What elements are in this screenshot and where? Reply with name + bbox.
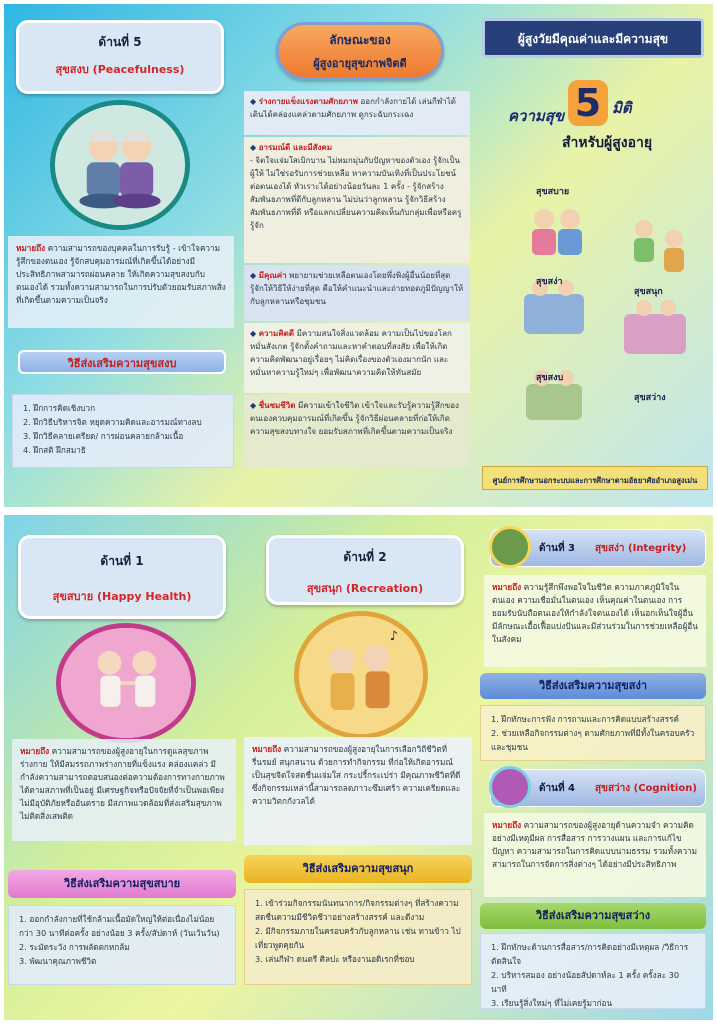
seniors-group-image-1 [532, 209, 582, 255]
characteristic-item: ◆ อารมณ์ดี และมีสังคม - จิตใจแจ่มใสเบิกบาน ไม่หมกมุ่นกับปัญหาของตัวเอง รู้จักเป็นผู้ให้ ไม่ใช่รอรับการช่วยเหลือ หาความบันเทิงที่เป็นประโยชน์ต่อตนเองได้ หัวเราะได้อย่างน้อยวันละ 1 ครั้ง - รู้จักสร้างสัมพันธภาพที่ดีกับลูกหลาน ไม่บ่นว่าลูกหลาน รู้จักวิธีสร้างสัมพันธภาพที่ดี หรือแลกเปลี่ยนความคิดเห็นกับกลุ่มเพื่อหรือครูรู้จัก [244, 137, 470, 263]
aspect4-meaning-text: ความสามารถของผู้สูงอายุด้านความจำ ความคิดอย่างมีเหตุมีผล การสื่อสาร การวางแผน และการแก้ไขปัญหา ความสามารถในการคิดแบบนามธรรม รวมทั้งความสามารถในการจัดการสิ่งต่างๆ ได้อย่างมีประสิทธิภาพ [492, 820, 698, 869]
aspect2-meaning-text: ความสามารถของผู้สูงอายุในการเลือกวิถีชีวิตที่รื่นรมย์ สนุกสนาน ด้วยการทำกิจกรรม ที่ก่อให้เกิดอารมณ์เป็นสุขจิตใจสดชื่นแจ่มใส กระปรี้กระเปร่า มีคุณภาพชีวิตที่ดี ซึ่งกิจกรรมเหล่านี้สามารถลดภาวะซึมเศร้า ความเครียดและความวิตกกังวลได้ [252, 744, 461, 806]
aspect3-promote-title [480, 673, 706, 699]
characteristics-list [244, 91, 470, 469]
aspect1-subtitle: สุขสบาย (Happy Health) [52, 590, 192, 603]
aspect1-promote-list [8, 905, 236, 985]
list-item: 1. ฝึกทักษะการฟัง การถามและการคิดแบบสร้างสรรค์ [491, 714, 679, 724]
list-item: 3. ฝึกวิธีคลายเครียด/ การผ่อนคลายกล้ามเนื้อ [23, 431, 184, 441]
aspect4-meaning-lead: หมายถึง [492, 820, 522, 830]
aspect2-subtitle: สุขสนุก (Recreation) [306, 582, 424, 595]
aspect4-header [490, 769, 706, 807]
aspect5-promote-list [12, 394, 234, 468]
meditating-couple-image [55, 105, 185, 225]
list-item: 2. ฝึกวิธีบริหารจิต หยุดความคิดและอารมณ์ทางลบ [23, 417, 202, 427]
list-item: 3. เล่นกีฬา ดนตรี ศิลปะ หรืองานอดิเรกที่ชอบ [255, 954, 415, 964]
cover-title [504, 81, 704, 156]
list-item: 2. บริหารสมอง อย่างน้อยสัปดาห์ละ 1 ครั้ง ครั้งละ 30 นาที [491, 970, 680, 994]
cover-title-line2: สำหรับผู้สูงอายุ [562, 135, 653, 151]
aspect2-card [266, 535, 464, 605]
cover-banner-text: ผู้สูงวัยมีคุณค่าและมีความสุข [517, 32, 669, 46]
aspect4-meaning [484, 813, 706, 897]
characteristics-title-line2: ผู้สูงอายุสุขภาพจิตดี [313, 57, 407, 70]
list-item: 2. ระมัดระวัง การพลัดตกหกล้ม [19, 942, 130, 952]
cover-label-cognition: สุขสว่าง [634, 393, 666, 403]
aspect4-icon-image [489, 766, 531, 808]
aspect1-meaning-lead: หมายถึง [20, 746, 50, 756]
aspect3-meaning [484, 575, 706, 667]
list-item: 1. ออกกำลังกายที่ใช้กล้ามเนื้อมัดใหญ่ให้ต่อเนื่องไม่น้อยกว่า 30 นาทีต่อครั้ง อย่างน้อย 3 ครั้ง/สัปดาห์ (วันเว้นวัน) [19, 914, 220, 938]
aspect5-meaning-text: ความสามารถของบุคคลในการรับรู้ - เข้าใจความรู้สึกของตนเอง รู้จักสบคุมอารมณ์ที่เกิดขึ้นได้อย่างมีประสิทธิภาพสามารถผ่อนคลาย ให้เกิดความสุขสงบกับตนเองได้ รวมทั้งความสามารถในการปรับตัวยอมรับสภาพสิ่งที่เกิดขึ้นตามความเป็นจริง [16, 243, 226, 305]
cover-banner [482, 18, 704, 58]
aspect2-heading: ด้านที่ 2 [343, 550, 387, 564]
aspect1-promote-title [8, 870, 236, 898]
cover-label-happy: สุขสบาย [536, 187, 570, 197]
list-item: 1. เข้าร่วมกิจกรรมนันทนาการ/กิจกรรมต่างๆ ที่สร้างความสดชื่นความมีชีวิตชีวาอย่างสร้างสรรค์ และดีงาม [255, 898, 459, 922]
aspect3-meaning-lead: หมายถึง [492, 582, 522, 592]
aspect2-illustration [294, 611, 428, 739]
aspect5-subtitle: สุขสงบ (Peacefulness) [55, 63, 185, 76]
aspect5-meaning [8, 236, 234, 328]
aspect2-promote-title-text: วิธีส่งเสริมความสุขสนุก [302, 862, 414, 875]
list-item: 2. มีกิจกรรมภายในครอบครัวกับลูกหลาน เช่น ทานข้าว ไปเที่ยวพูดคุยกัน [255, 926, 461, 950]
aspect4-subtitle: สุขสว่าง (Cognition) [595, 783, 697, 794]
characteristic-item: ◆ ร่างกายแข็งแรงตามศักยภาพ ออกกำลังกายได้ เล่นกีฬาได้ เดินได้คล่องแคล่วตามศักยภาพ ดูกระฉับกระเฉง [244, 91, 470, 135]
aspect2-promote-list [244, 889, 472, 985]
aspect5-illustration [50, 100, 190, 230]
characteristic-item: ◆ ความคิดดี มีความสนใจสิ่งแวดล้อม ความเป็นไปของโลก หมั่นสังเกต รู้จักตั้งคำถามและหาคำตอบที่สงสัย เพื่อให้เกิดความคิดพัฒนาอยู่เรื่อยๆ ไม่คิดเรื่องของตัวเองมากนัก และหมั่นหาความรู้ใหม่ๆ เพื่อพัฒนาความคิดให้ทันสมัย [244, 323, 470, 393]
seniors-group-image-2 [634, 220, 684, 272]
cover-title-pre: ความสุข [508, 107, 565, 125]
brochure-inside-page [4, 515, 713, 1020]
aspect1-meaning [12, 739, 236, 841]
aspect5-heading: ด้านที่ 5 [98, 35, 142, 49]
cover-title-num: 5 [568, 80, 608, 126]
cover-footer [482, 466, 708, 490]
characteristics-title-line1: ลักษณะของ [329, 33, 391, 47]
aspect4-promote-title [480, 903, 706, 929]
aspect2-meaning [244, 737, 472, 845]
cover-label-recreation: สุขสนุก [634, 287, 663, 297]
cover-footer-text: ศูนย์การศึกษานอกระบบและการศึกษาตามอัธยาศัยอำเภอสูงเม่น [492, 476, 698, 485]
list-item: 3. เรียนรู้สิ่งใหม่ๆ ที่ไม่เคยรู้มาก่อน [491, 998, 613, 1008]
list-item: 1. ฝึกการคิดเชิงบวก [23, 403, 96, 413]
seniors-group-image-4 [624, 300, 686, 354]
aspect5-card [16, 20, 224, 94]
aspect5-meaning-lead: หมายถึง [16, 243, 46, 253]
cover-title-post: มิติ [612, 99, 632, 117]
aspect5-promote-title [18, 350, 226, 374]
aspect2-promote-title [244, 855, 472, 883]
characteristic-item: ◆ มีคุณค่า พยายามช่วยเหลือตนเองโดยพึ่งพิงผู้อื่นน้อยที่สุด รู้จักให้วิธีให้ง่ายที่สุด คือให้คำแนะนำและถ่ายทอดภูมิปัญญาให้กับลูกหลานหรือชุมชน [244, 265, 470, 321]
aspect3-heading: ด้านที่ 3 [539, 543, 575, 554]
aspect5-promote-title-text: วิธีส่งเสริมความสุขสงบ [67, 357, 177, 370]
aspect3-promote-list [480, 705, 706, 761]
list-item: 3. พัฒนาคุณภาพชีวิต [19, 956, 97, 966]
list-item: 4. ฝึกสติ ฝึกสมาธิ [23, 445, 86, 455]
aspect4-promote-title-text: วิธีส่งเสริมความสุขสว่าง [535, 909, 651, 922]
aspect3-icon-image [489, 526, 531, 568]
aspect2-meaning-lead: หมายถึง [252, 744, 282, 754]
cover-illustrations [504, 184, 704, 434]
list-item: 2. ช่วยเหลือกิจกรรมต่างๆ ตามศักยภาพที่มีทั้งในครอบครัวและชุมชน [491, 728, 695, 752]
aspect3-subtitle: สุขสง่า (Integrity) [595, 543, 687, 554]
dancing-couple-image [61, 628, 191, 738]
characteristic-item: ◆ ชื่นชมชีวิต มีความเข้าใจชีวิต เข้าใจและรับรู้ความรู้สึกของตนเองควบคุมอารมณ์ที่เกิดขึ้น รู้จักวิธีผ่อนคลายที่ก่อให้เกิดความสุขสงบทางใจ ยอมรับสภาพที่เกิดขึ้นตามความเป็นจริง [244, 395, 470, 467]
aspect4-heading: ด้านที่ 4 [539, 783, 575, 794]
aspect1-meaning-text: ความสามารถของผู้สูงอายุในการดูแลสุขภาพร่างกาย ให้มีสมรรถภาพร่างกายที่แข็งแรง คล่องแคล่ว มีกำลังความสามารถตอบสนองต่อความต้องการทางกายภาพได้ตามสภาพที่เป็นอยู่ มีเศรษฐกิจหรือปัจจัยที่จำเป็นพอเพียง ไม่มีอุบัติภัยหรืออันตราย มีสภาพแวดล้อมที่ส่งเสริมสุขภาพ ไม่ติดสิ่งเสพติด [20, 746, 225, 821]
aspect1-promote-title-text: วิธีส่งเสริมความสุขสบาย [63, 877, 181, 890]
svg-text:♪: ♪ [389, 628, 398, 644]
aspect1-card [18, 535, 226, 619]
list-item: 1. ฝึกทักษะด้านการสื่อสาร/การคิดอย่างมีเหตุผล /วิธีการตัดสินใจ [491, 942, 689, 966]
singing-couple-image [299, 616, 423, 734]
aspect3-promote-title-text: วิธีส่งเสริมความสุขสง่า [538, 679, 648, 692]
cover-label-peaceful: สุขสงบ [536, 373, 564, 383]
characteristics-title [276, 22, 444, 80]
aspect3-header [490, 529, 706, 567]
aspect1-illustration [56, 623, 196, 743]
cover-label-integrity: สุขสง่า [536, 277, 563, 287]
aspect1-heading: ด้านที่ 1 [100, 554, 144, 568]
seniors-group-image-3 [524, 280, 584, 334]
aspect3-meaning-text: ความรู้สึกพึงพอใจในชีวิต ความภาคภูมิใจในตนเอง ความเชื่อมั่นในตนเอง เห็นคุณค่าในตนเอง การยอมรับนับถือตนเองให้กำลังใจตนเองได้ เห็นอกเห็นใจผู้อื่น มีลักษณะเอื้อเฟื้อแบ่งปันและมีส่วนร่วมในการช่วยเหลือผู้อื่นในสังคม [492, 582, 698, 644]
brochure-outside-page [4, 4, 713, 507]
aspect4-promote-list [480, 933, 706, 1009]
